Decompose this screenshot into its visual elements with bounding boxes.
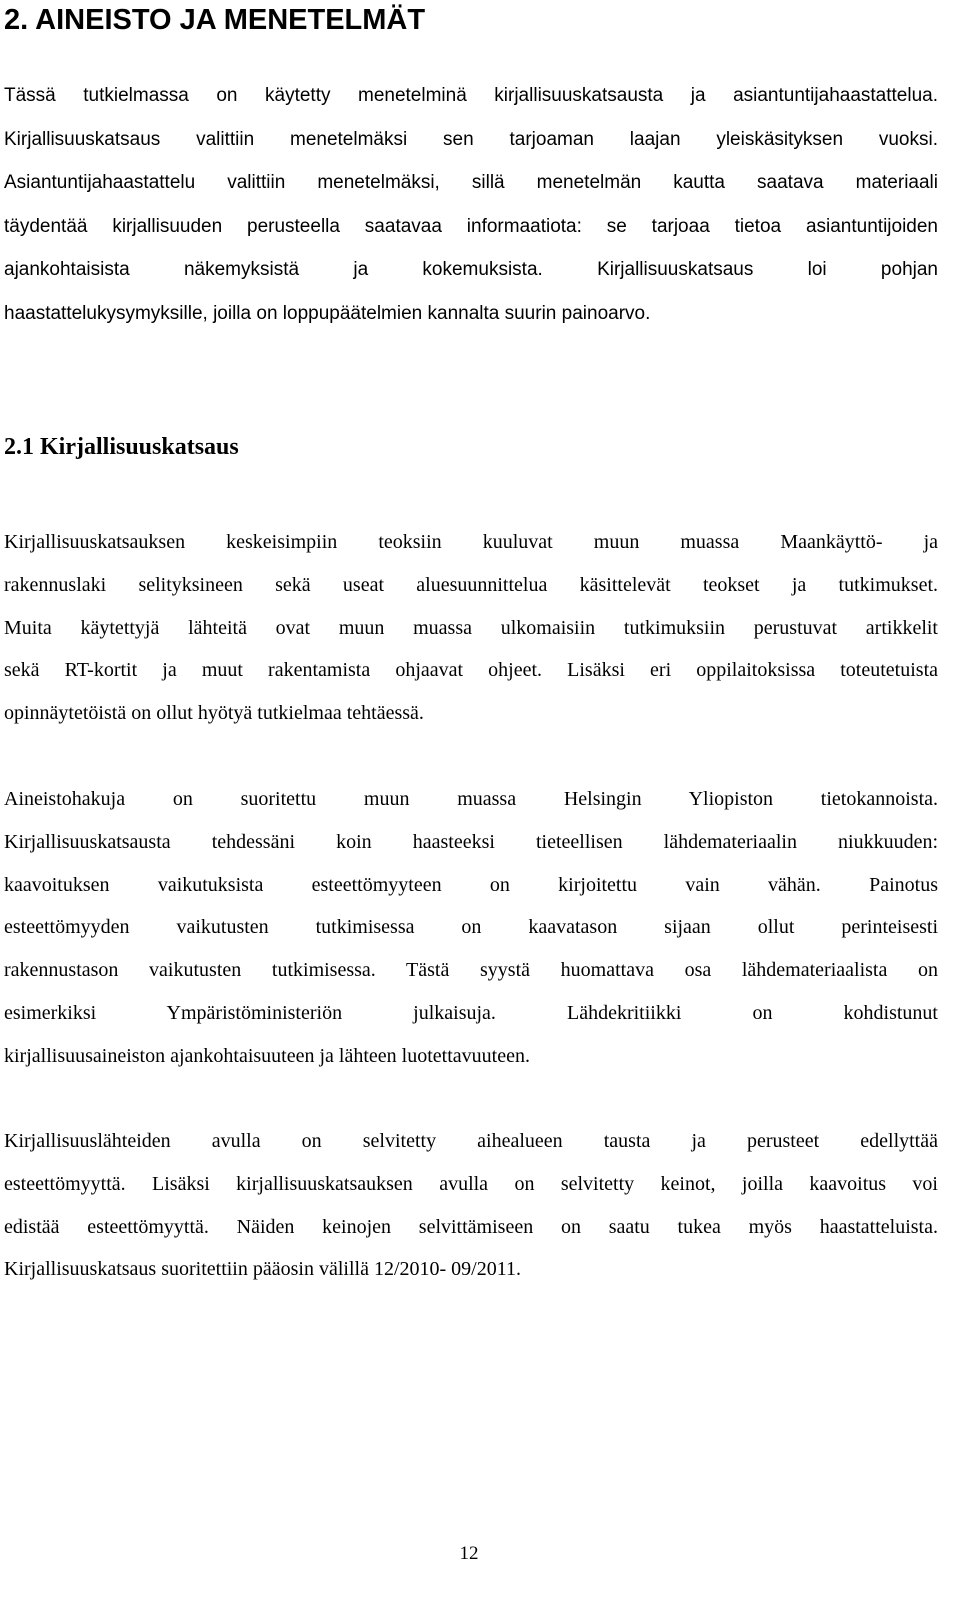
text-line: Kirjallisuuskatsausta tehdessäni koin haasteeksi tieteellisen lähdemateriaalin niukkuuden:: [4, 830, 938, 853]
text-line: haastattelukysymyksille, joilla on loppupäätelmien kannalta suurin painoarvo.: [4, 302, 651, 324]
text-line: edistää esteettömyyttä. Näiden keinojen selvittämiseen on saatu tukea myös haastatteluista.: [4, 1215, 938, 1238]
text-line: Asiantuntijahaastattelu valittiin menetelmäksi, sillä menetelmän kautta saatava materiaali: [4, 172, 938, 193]
text-line: Aineistohakuja on suoritettu muun muassa Helsingin Yliopiston tietokannoista.: [4, 788, 938, 810]
paragraph-searches: [4, 778, 938, 1078]
text-line: täydentää kirjallisuuden perusteella saatavaa informaatiota: se tarjoaa tietoa asiantuntijoiden: [4, 215, 938, 237]
page-number: 12: [459, 1543, 479, 1564]
text-line: rakennustason vaikutusten tutkimisessa. Tästä syystä huomattava osa lähdemateriaalista on: [4, 959, 938, 982]
text-line: Tässä tutkielmassa on käytetty menetelminä kirjallisuuskatsausta ja asiantuntijahaastattelua.: [4, 85, 938, 106]
text-line: ajankohtaisista näkemyksistä ja kokemuksista. Kirjallisuuskatsaus loi pohjan: [4, 259, 938, 280]
text-line: esteettömyyttä. Lisäksi kirjallisuuskatsauksen avulla on selvitetty keinot, joilla kaavoitus voi: [4, 1172, 938, 1195]
text-line: Kirjallisuuslähteiden avulla on selvitetty aihealueen tausta ja perusteet edellyttää: [4, 1130, 938, 1152]
text-line: Kirjallisuuskatsauksen keskeisimpiin teoksiin kuuluvat muun muassa Maankäyttö- ja: [4, 531, 938, 553]
paragraph-background: [4, 1120, 938, 1291]
text-line: kirjallisuusaineiston ajankohtaisuuteen ja lähteen luotettavuuteen.: [4, 1044, 530, 1067]
text-line: rakennuslaki selityksineen sekä useat aluesuunnittelua käsittelevät teokset ja tutkimukset.: [4, 573, 938, 596]
text-line: kaavoituksen vaikutuksista esteettömyyteen on kirjoitettu vain vähän. Painotus: [4, 873, 938, 896]
text-line: opinnäytetöistä on ollut hyötyä tutkielmaa tehtäessä.: [4, 702, 424, 725]
text-line: Kirjallisuuskatsaus valittiin menetelmäksi sen tarjoaman laajan yleiskäsityksen vuoksi.: [4, 128, 938, 150]
text-line: Kirjallisuuskatsaus suoritettiin pääosin välillä 12/2010- 09/2011.: [4, 1258, 521, 1281]
text-line: Muita käytettyjä lähteitä ovat muun muassa ulkomaisiin tutkimuksiin perustuvat artikkelit: [4, 616, 938, 639]
text-line: esimerkiksi Ympäristöministeriön julkaisuja. Lähdekritiikki on kohdistunut: [4, 1001, 938, 1024]
intro-paragraph: [4, 74, 938, 335]
text-line: esteettömyyden vaikutusten tutkimisessa on kaavatason sijaan ollut perinteisesti: [4, 916, 938, 939]
text-line: sekä RT-kortit ja muut rakentamista ohjaavat ohjeet. Lisäksi eri oppilaitoksissa toteutetuista: [4, 659, 938, 682]
section-heading: 2. AINEISTO JA MENETELMÄT: [4, 4, 426, 36]
paragraph-sources: [4, 521, 938, 735]
subsection-heading: 2.1 Kirjallisuuskatsaus: [4, 434, 239, 460]
